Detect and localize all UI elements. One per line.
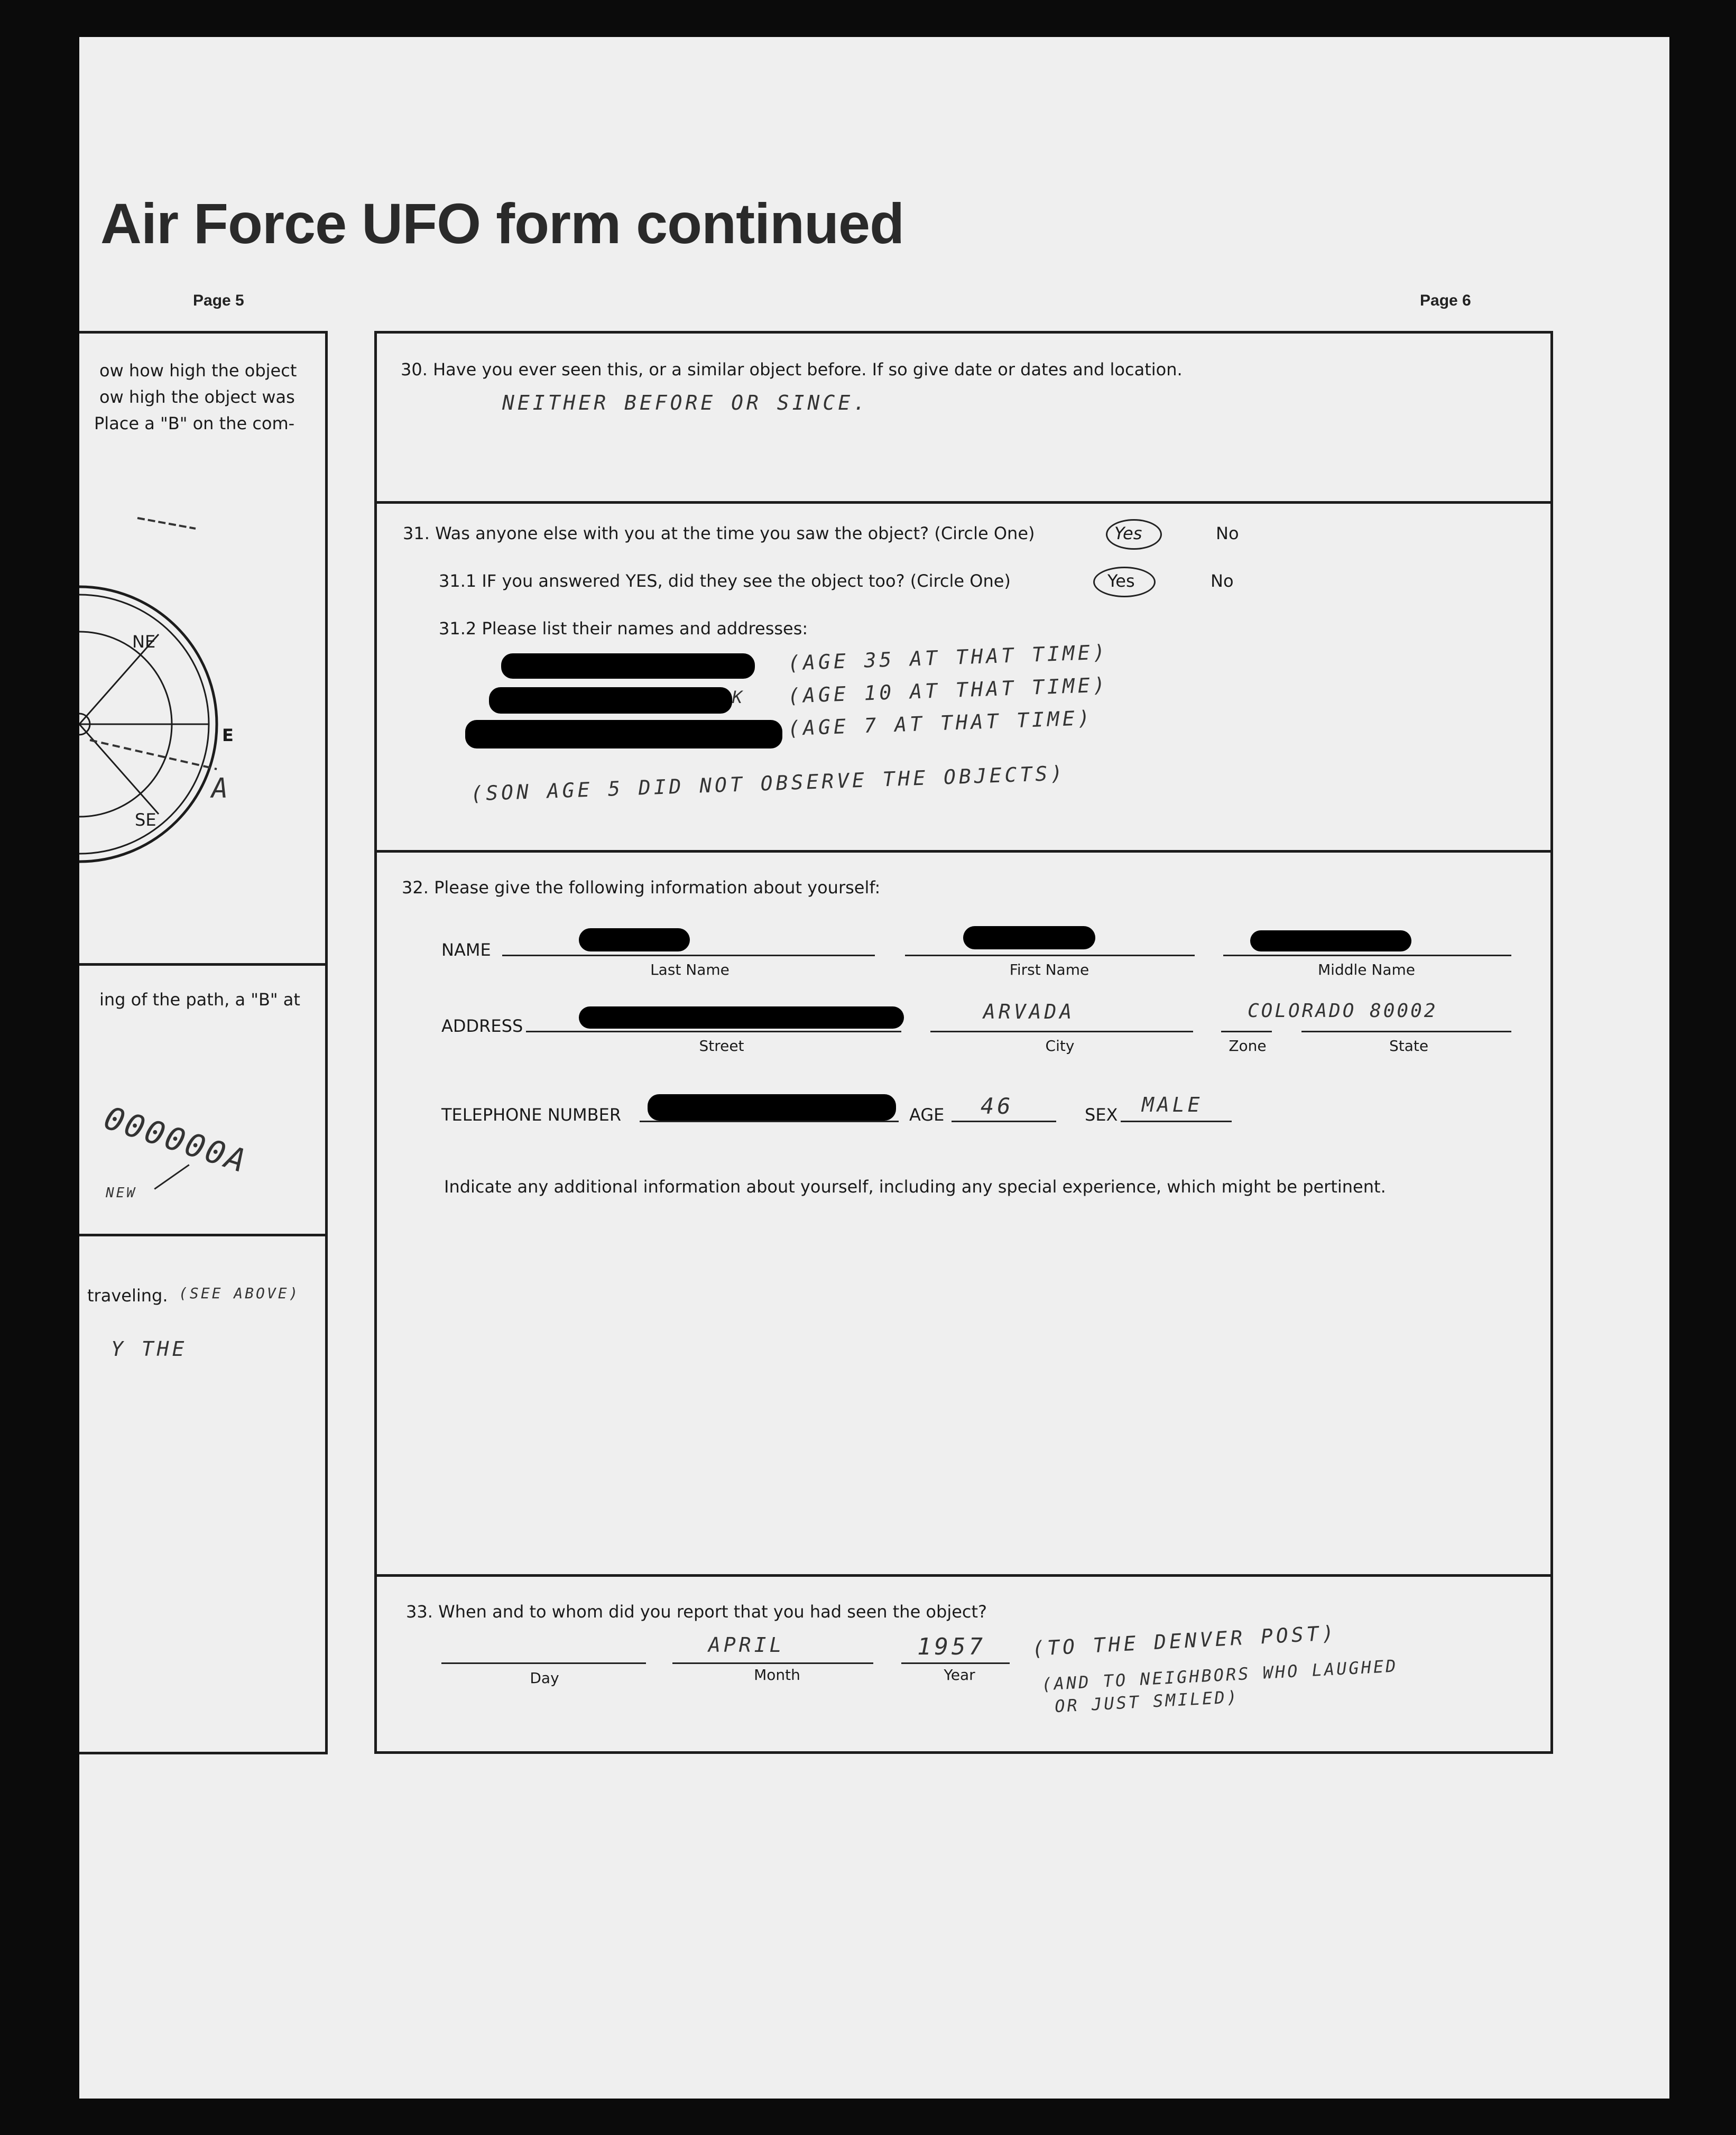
- day-caption: Day: [530, 1669, 559, 1687]
- city-value: ARVADA: [983, 1000, 1075, 1023]
- companion-note: (SON AGE 5 DID NOT OBSERVE THE OBJECTS): [470, 761, 1066, 806]
- report-note-line-3: OR JUST SMILED): [1054, 1686, 1240, 1717]
- last-name-caption: Last Name: [650, 961, 730, 978]
- report-month-value: APRIL: [708, 1633, 785, 1657]
- question-30-text: 30. Have you ever seen this, or a similar object before. If so give date or dates and location.: [401, 359, 1183, 380]
- year-caption: Year: [944, 1666, 975, 1684]
- compass-diagram: [79, 497, 328, 909]
- redacted-middle-name: [1250, 930, 1411, 951]
- redacted-name-3: [465, 720, 782, 748]
- trail-new-label: NEW: [106, 1185, 137, 1201]
- left-path-text: ing of the path, a "B" at: [99, 990, 300, 1010]
- question-30-answer: NEITHER BEFORE OR SINCE.: [502, 391, 869, 414]
- first-name-caption: First Name: [1009, 961, 1089, 978]
- report-note-line-2: (AND TO NEIGHBORS WHO LAUGHED: [1041, 1656, 1399, 1695]
- companion-1-age: (AGE 35 AT THAT TIME): [787, 640, 1109, 675]
- page-5-label: Page 5: [193, 292, 244, 309]
- sex-value: MALE: [1142, 1093, 1203, 1116]
- street-caption: Street: [699, 1037, 744, 1055]
- question-31-text: 31. Was anyone else with you at the time you saw the object? (Circle One): [403, 523, 1035, 543]
- question-31-no[interactable]: No: [1216, 523, 1239, 543]
- question-31-1-no[interactable]: No: [1211, 571, 1234, 591]
- question-32-text: 32. Please give the following information about yourself:: [402, 877, 881, 898]
- redacted-first-name: [963, 926, 1095, 949]
- redacted-telephone: [648, 1094, 896, 1121]
- object-trail-drawing: 000000A: [99, 1099, 253, 1181]
- left-text-line-3: Place a "B" on the com-: [94, 413, 295, 433]
- question-31-1-text: 31.1 IF you answered YES, did they see the object too? (Circle One): [439, 571, 1011, 591]
- state-caption: State: [1389, 1037, 1429, 1055]
- left-traveling-text: traveling.: [87, 1286, 168, 1306]
- page-6-label: Page 6: [1420, 292, 1471, 309]
- sex-label: SEX: [1085, 1105, 1118, 1125]
- left-text-line-1: ow how high the object: [99, 361, 297, 381]
- companion-3-age: (AGE 7 AT THAT TIME): [787, 706, 1094, 741]
- telephone-label: TELEPHONE NUMBER: [441, 1105, 622, 1125]
- redacted-street: [579, 1006, 904, 1029]
- compass-e-label: E: [222, 725, 234, 745]
- age-label: AGE: [909, 1105, 945, 1125]
- report-year-value: 1957: [917, 1633, 986, 1660]
- name-label: NAME: [441, 940, 491, 960]
- state-value: COLORADO 80002: [1248, 1000, 1438, 1022]
- question-33-text: 33. When and to whom did you report that you had seen the object?: [406, 1602, 987, 1622]
- question-31-1-yes[interactable]: Yes: [1107, 571, 1135, 591]
- see-above-handwriting: (SEE ABOVE): [179, 1284, 300, 1302]
- report-note-line-1: (TO THE DENVER POST): [1031, 1621, 1338, 1661]
- age-value: 46: [981, 1093, 1014, 1119]
- page-title: Air Force UFO form continued: [100, 191, 904, 255]
- y-the-handwriting: Y THE: [111, 1337, 188, 1361]
- redacted-last-name: [579, 928, 690, 951]
- zone-caption: Zone: [1229, 1037, 1267, 1055]
- additional-info-prompt: Indicate any additional information about yourself, including any special experience, which might be pertinent.: [444, 1177, 1386, 1197]
- companion-2-age: (AGE 10 AT THAT TIME): [787, 673, 1109, 708]
- city-caption: City: [1045, 1037, 1075, 1055]
- left-text-line-2: ow high the object was: [99, 387, 295, 407]
- compass-se-label: SE: [135, 810, 156, 830]
- address-label: ADDRESS: [441, 1016, 523, 1036]
- redacted-name-2: [489, 687, 732, 714]
- question-31-2-text: 31.2 Please list their names and addresses:: [439, 618, 808, 639]
- compass-a-mark: A: [211, 773, 228, 805]
- month-caption: Month: [754, 1666, 800, 1684]
- name-2-fragment: K: [732, 687, 745, 707]
- compass-ne-label: NE: [132, 632, 156, 652]
- middle-name-caption: Middle Name: [1318, 961, 1415, 978]
- redacted-name-1: [501, 653, 755, 679]
- question-31-yes[interactable]: Yes: [1114, 523, 1142, 543]
